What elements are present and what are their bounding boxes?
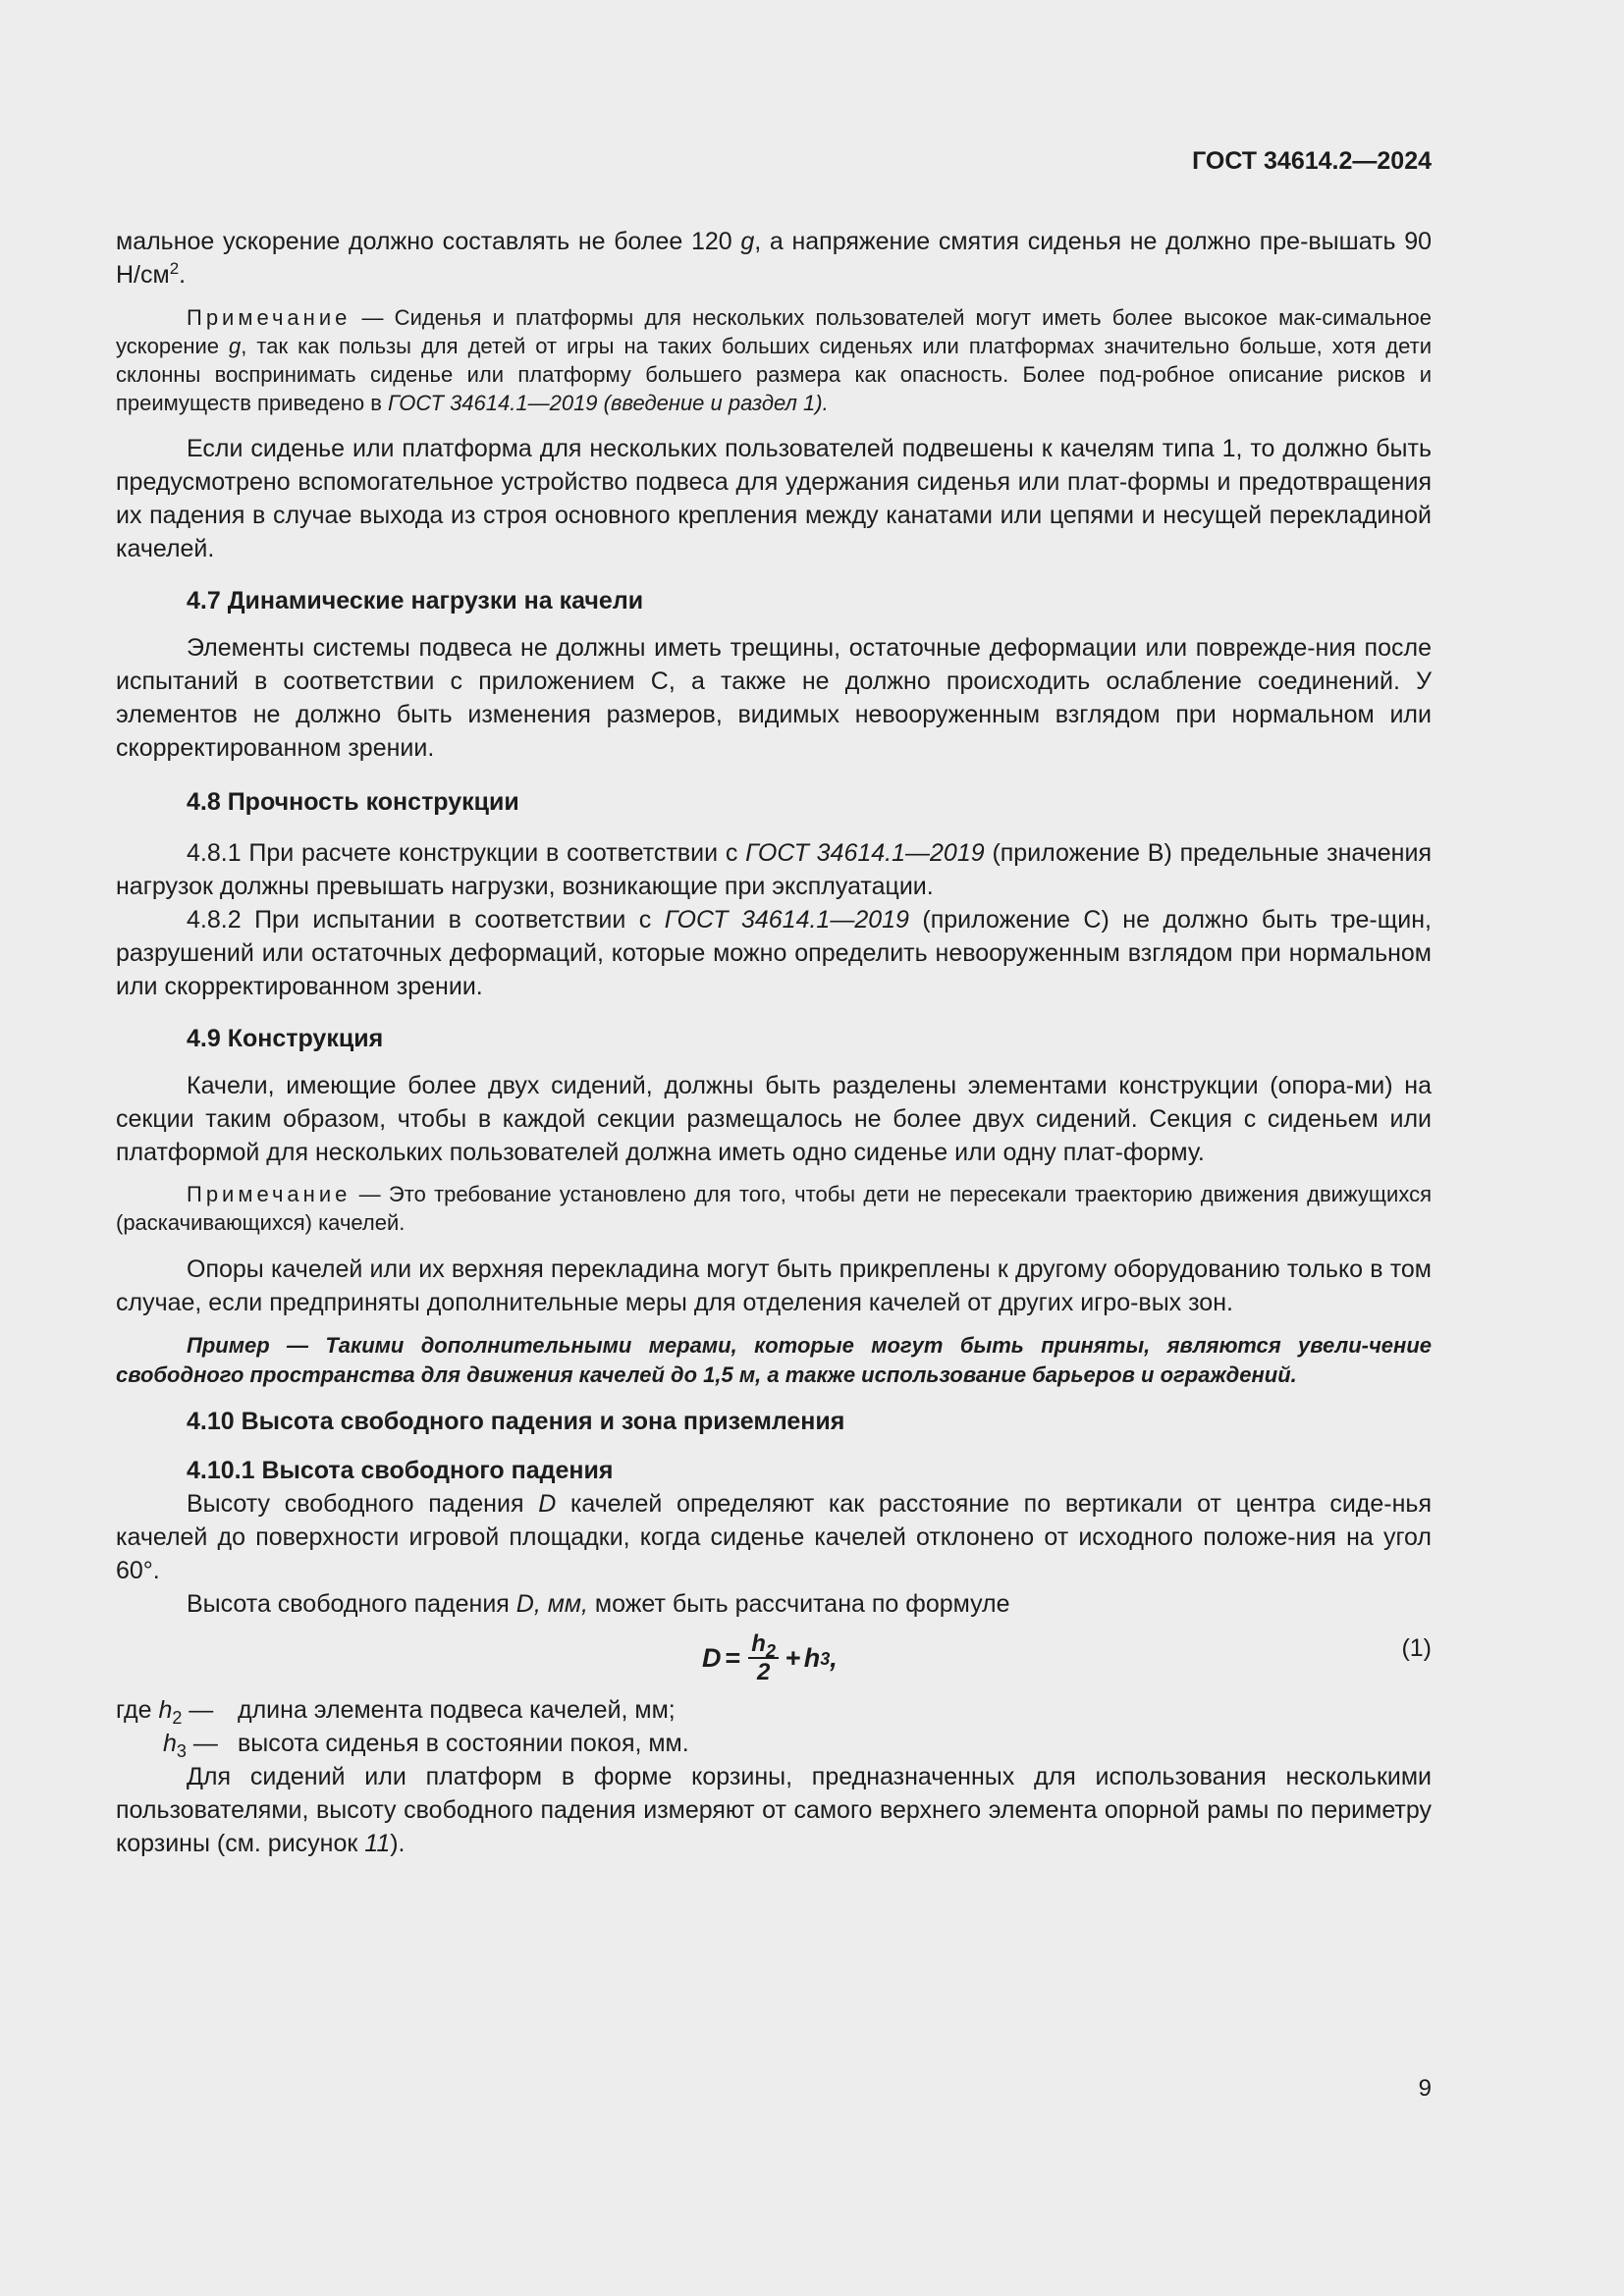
- paragraph-dynamic-loads: Элементы системы подвеса не должны иметь трещины, остаточные деформации или поврежде-ния после испытаний в соответствии с приложением С, а также не должно происходить ослабление соединений. У элементов не должно быть изменения размеров, видимых невооруженным взглядом при нормальном или скорректированном зрении.: [116, 634, 1432, 762]
- heading-4-7: 4.7 Динамические нагрузки на качели: [187, 587, 644, 614]
- example-block: Пример — Такими дополнительными мерами, которые могут быть приняты, являются увели-чение свободного пространства для движения качелей до 1,5 м, а также использование барьеров и ограждений.: [116, 1333, 1432, 1387]
- where-item-h2: где $h_2$ —длина элемента подвеса качелей, мм;: [116, 1696, 676, 1728]
- standard-header: ГОСТ 34614.2—2024: [1192, 147, 1432, 175]
- document-page: [116, 0, 1432, 2296]
- paragraph-supports: Опоры качелей или их верхняя перекладина могут быть прикреплены к другому оборудованию только в том случае, если предприняты дополнительные меры для отделения качелей от других игро-вых зон.: [116, 1255, 1432, 1316]
- note-1: Примечание — Сиденья и платформы для нескольких пользователей могут иметь более высокое мак-симальное ускорение g, так как пользы для детей от игры на таких больших сиденьях или платформах значительно больше, хотя дети склонны воспринимать сиденье или платформу большего размера как опасность. Более под-робное описание рисков и преимуществ приведено в ГОСТ 34614.1—2019 (введение и раздел 1).: [116, 305, 1432, 415]
- where-list: [116, 1693, 1432, 1760]
- paragraph-sections: Качели, имеющие более двух сидений, должны быть разделены элементами конструкции (опора-ми) на секции таким образом, чтобы в каждой секции размещалось не более двух сидений. Секция с сиденьем или платформой для нескольких пользователей должна иметь одно сиденье или одну плат-форму.: [116, 1072, 1432, 1166]
- paragraph-4-8-2: 4.8.2 При испытании в соответствии с ГОСТ 34614.1—2019 (приложение С) не должно быть тре-щин, разрушений или остаточных деформаций, которые можно определить невооруженным взглядом при нормальном или скорректированном зрении.: [116, 906, 1433, 1000]
- paragraph-4-8-1: 4.8.1 При расчете конструкции в соответствии с ГОСТ 34614.1—2019 (приложение В) предельные значения нагрузок должны превышать нагрузки, возникающие при эксплуатации.: [116, 839, 1432, 900]
- heading-4-10: 4.10 Высота свободного падения и зона приземления: [187, 1408, 845, 1435]
- formula-fraction: $\frac{h_2}{2}$: [748, 1632, 779, 1684]
- page-number: 9: [1418, 2075, 1432, 2102]
- paragraph-backup-suspension: Если сиденье или платформа для нескольких пользователей подвешены к качелям типа 1, то должно быть предусмотрено вспомогательное устройство подвеса для удержания сиденья или плат-формы и предотвращения их падения в случае выхода из строя основного крепления между канатами или цепями и несущей перекладиной качелей.: [116, 435, 1432, 562]
- paragraph-basket-seats: Для сидений или платформ в форме корзины, предназначенных для использования несколькими пользователями, высоту свободного падения измеряют от самого верхнего элемента опорной рамы по периметру корзины (см. рисунок 11).: [116, 1763, 1432, 1857]
- heading-4-10-1: 4.10.1 Высота свободного падения: [187, 1457, 614, 1484]
- formula-expression: D = $\frac{h_2}{2}$ + h 3 ,: [702, 1630, 838, 1685]
- formula-1: [116, 1621, 1432, 1691]
- where-item-h3: $h_3$ —высота сиденья в состоянии покоя, мм.: [163, 1730, 689, 1761]
- paragraph-continuation: мальное ускорение должно составлять не более 120 g, а напряжение смятия сиденья не должно пре-вышать 90 $Н/см^2$.: [116, 228, 1433, 289]
- note-2: Примечание — Это требование установлено для того, чтобы дети не пересекали траекторию движения движущихся (раскачивающихся) качелей.: [116, 1182, 1432, 1235]
- heading-4-8: 4.8 Прочность конструкции: [187, 788, 519, 816]
- page-content: [116, 225, 1432, 1860]
- paragraph-fall-height-definition: Высоту свободного падения D качелей определяют как расстояние по вертикали от центра сиде-нья качелей до поверхности игровой площадки, когда сиденье качелей отклонено от исходного положе-ния на угол 60°.: [116, 1490, 1432, 1584]
- heading-4-9: 4.9 Конструкция: [187, 1025, 384, 1052]
- paragraph-formula-intro: Высота свободного падения D, мм, может быть рассчитана по формуле: [187, 1590, 1010, 1618]
- equation-number: (1): [1401, 1634, 1432, 1662]
